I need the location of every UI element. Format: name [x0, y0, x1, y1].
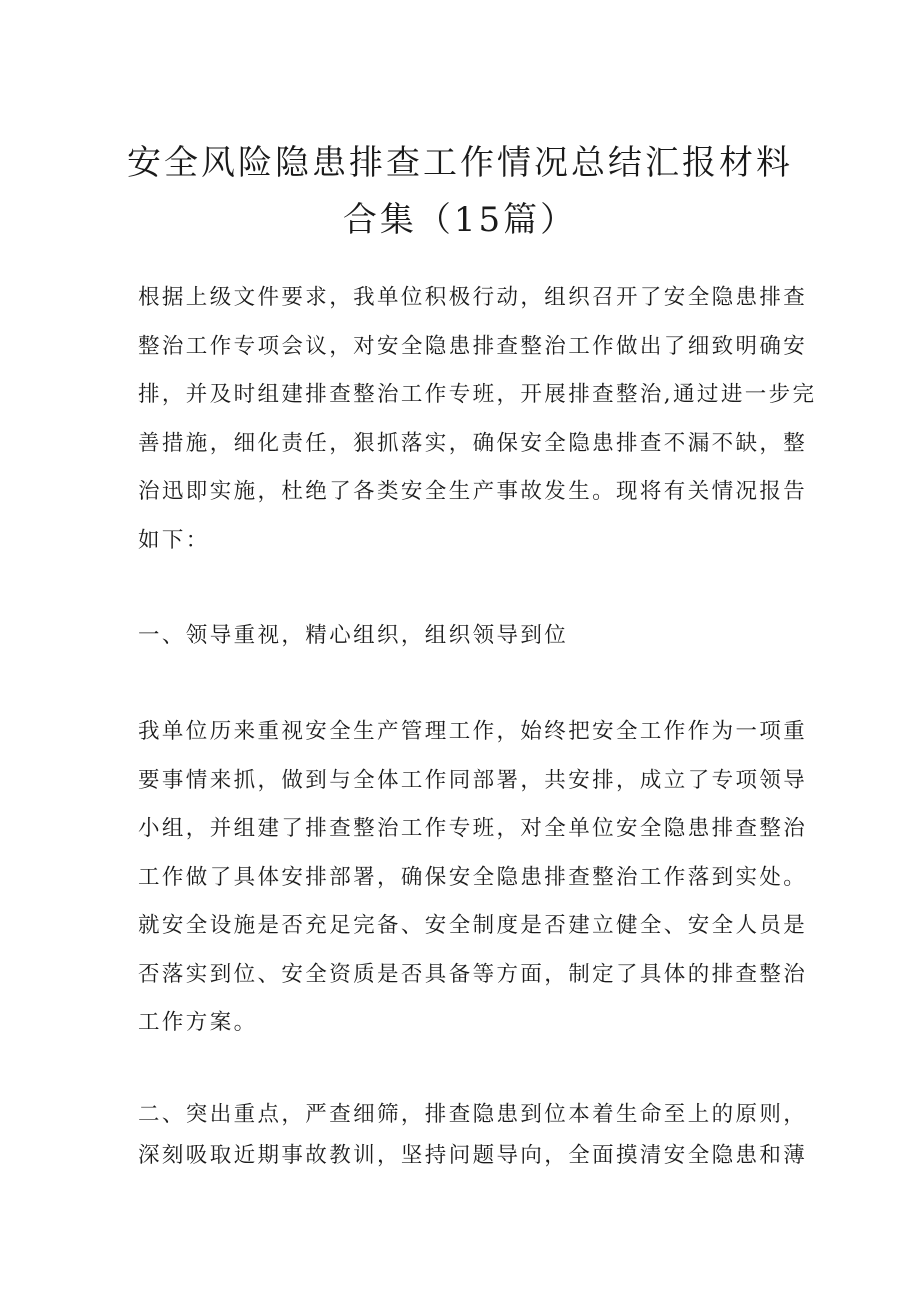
document-title-line-1: 安全风险隐患排查工作情况总结汇报材料	[127, 143, 793, 183]
document-title-line-2: 合集（15篇）	[342, 200, 578, 240]
text-line: 排，并及时组建排查整治工作专班，开展排查整治,通过进一步完	[138, 382, 817, 407]
text-line: 我单位历来重视安全生产管理工作，始终把安全工作作为一项重	[138, 719, 808, 744]
intro-paragraph	[138, 274, 817, 565]
text-line: 深刻吸取近期事故教训，坚持问题导向，全面摸清安全隐患和薄	[138, 1143, 808, 1168]
section-2-paragraph	[138, 1094, 808, 1176]
text-line: 治迅即实施，杜绝了各类安全生产事故发生。现将有关情况报告	[138, 479, 808, 504]
section-heading-text: 一、领导重视，精心组织，组织领导到位	[138, 623, 569, 648]
text-line: 善措施，细化责任，狠抓落实，确保安全隐患排查不漏不缺，整	[138, 430, 808, 456]
text-line: 如下：	[138, 527, 210, 553]
text-line: 工作方案。	[138, 1010, 258, 1035]
section-1-paragraph	[138, 708, 808, 1048]
text-line: 工作做了具体安排部署，确保安全隐患排查整治工作落到实处。	[138, 864, 808, 890]
text-line: 整治工作专项会议，对安全隐患排查整治工作做出了细致明确安	[138, 333, 808, 359]
text-line: 根据上级文件要求，我单位积极行动，组织召开了安全隐患排查	[138, 285, 808, 310]
section-1-heading	[138, 612, 798, 661]
text-line: 否落实到位、安全资质是否具备等方面，制定了具体的排查整治	[138, 961, 808, 987]
text-line: 小组，并组建了排查整治工作专班，对全单位安全隐患排查整治	[138, 816, 808, 841]
text-line: 就安全设施是否充足完备、安全制度是否建立健全、安全人员是	[138, 913, 808, 938]
text-line: 二、突出重点，严查细筛，排查隐患到位本着生命至上的原则，	[138, 1102, 808, 1127]
text-line: 要事情来抓，做到与全体工作同部署，共安排，成立了专项领导	[138, 767, 808, 793]
